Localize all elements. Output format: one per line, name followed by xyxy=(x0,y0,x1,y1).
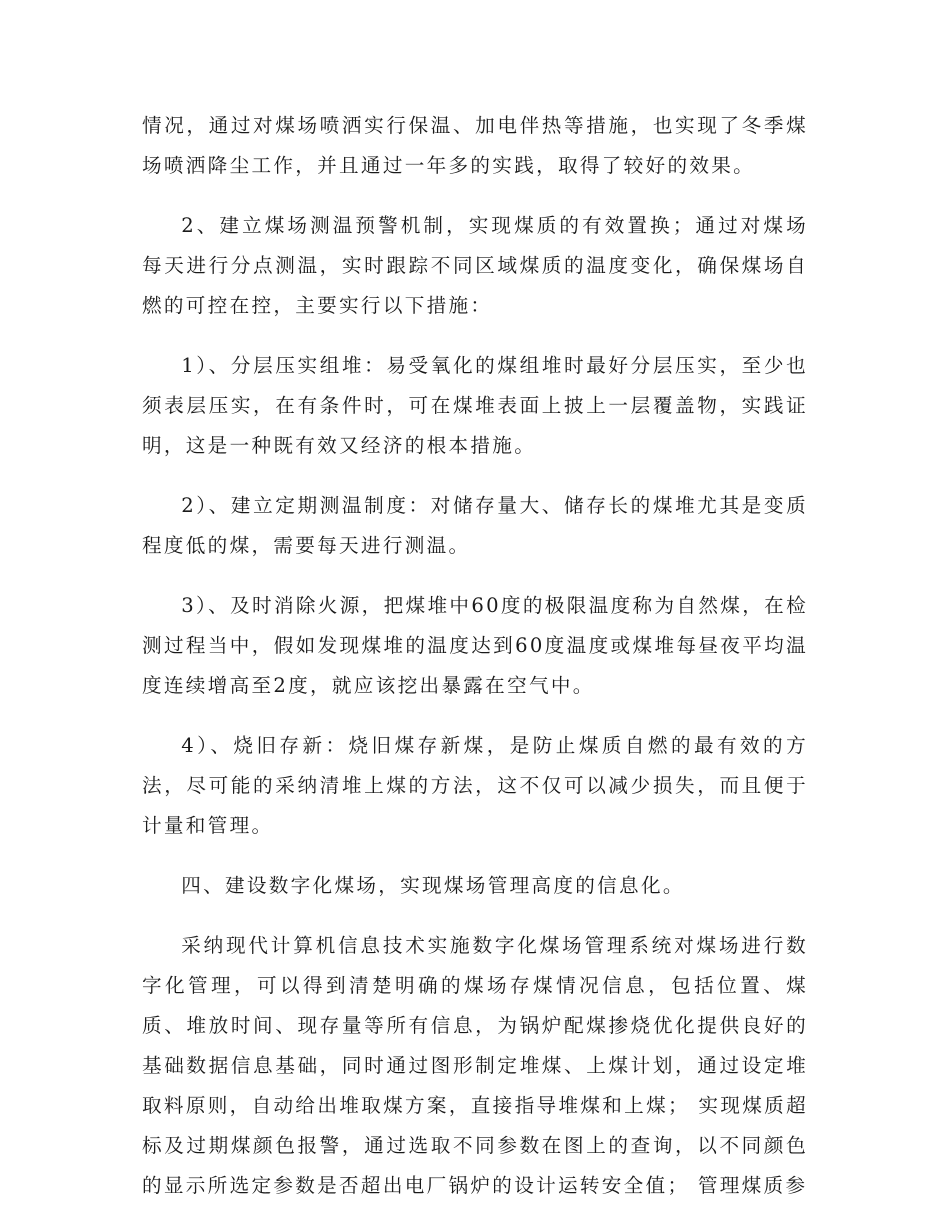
section-heading-digital-coal-yard: 四、建设数字化煤场，实现煤场管理高度的信息化。 xyxy=(181,874,685,897)
paragraph-temperature-warning: 2、建立煤场测温预警机制，实现煤质的有效置换；通过对煤场每天进行分点测温，实时跟踪不同区域煤质的温度变化，确保煤场自燃的可控在控，主要实行以下措施： xyxy=(142,214,808,317)
paragraph-eliminate-fire-source: 3）、及时消除火源，把煤堆中60度的极限温度称为自然煤，在检测过程当中，假如发现煤堆的温度达到60度温度或煤堆每昼夜平均温度连续增高至2度，就应该挖出暴露在空气中。 xyxy=(142,594,808,697)
paragraph-regular-measurement: 2）、建立定期测温制度：对储存量大、储存长的煤堆尤其是变质程度低的煤，需要每天进行测温。 xyxy=(142,494,808,557)
paragraph-burn-old-store-new: 4）、烧旧存新：烧旧煤存新煤，是防止煤质自燃的最有效的方法，尽可能的采纳清堆上煤的方法，这不仅可以减少损失，而且便于计量和管理。 xyxy=(142,734,808,837)
paragraph-continued: 情况，通过对煤场喷洒实行保温、加电伴热等措施，也实现了冬季煤场喷洒降尘工作，并且通过一年多的实践，取得了较好的效果。 xyxy=(142,114,808,177)
document-body xyxy=(142,106,808,1206)
paragraph-layered-compaction: 1）、分层压实组堆：易受氧化的煤组堆时最好分层压实，至少也须表层压实，在有条件时，可在煤堆表面上披上一层覆盖物，实践证明，这是一种既有效又经济的根本措施。 xyxy=(142,354,808,457)
paragraph-digital-management: 采纳现代计算机信息技术实施数字化煤场管理系统对煤场进行数字化管理，可以得到清楚明确的煤场存煤情况信息，包括位置、煤质、堆放时间、现存量等所有信息，为锅炉配煤掺烧优化提供良好的基础数据信息基础，同时通过图形制定堆煤、上煤计划，通过设定堆取料原则，自动给出堆取煤方案，直接指导堆煤和上煤； 实现煤质超标及过期煤颜色报警，通过选取不同参数在图上的查询，以不同颜色的显示所选定参数是否超出电厂锅炉的设计运转安全值； 管理煤质参 xyxy=(142,934,808,1197)
